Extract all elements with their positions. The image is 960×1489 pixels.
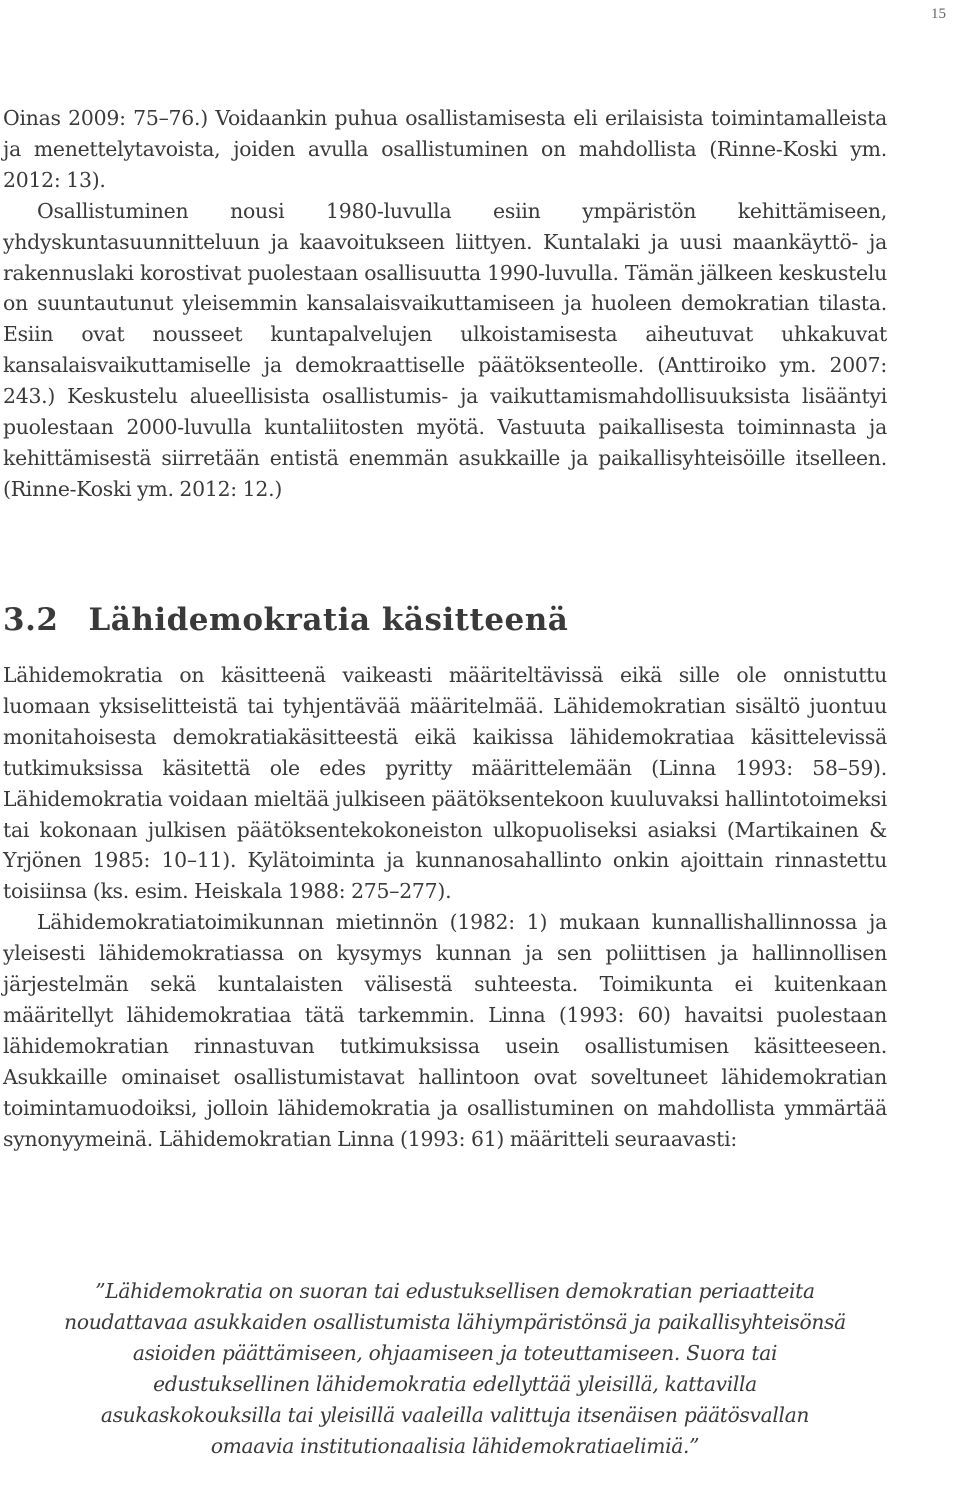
section-number: 3.2 (3, 602, 59, 638)
section-title: Lähidemokratia käsitteenä (88, 602, 569, 638)
paragraph: Lähidemokratia on käsitteenä vaikeasti määriteltävissä eikä sille ole onnistuttu luomaan yksiselitteistä tai tyhjentävää määritelmää. Lähidemokratian sisältö juontuu monitahoisesta demokratiakäsitteestä eikä kaikissa lähidemokratiaa käsittelevissä tutkimuksissa käsitettä ole edes pyritty määrittelemään (Linna 1993: 58–59). Lähidemokratia voidaan mieltää julkiseen päätöksentekoon kuuluvaksi hallintotoimeksi tai kokonaan julkisen päätöksentekokoneiston ulkopuoliseksi asiaksi (Martikainen & Yrjönen 1985: 10–11). Kylätoiminta ja kunnanosahallinto onkin ajoittain rinnastettu toisiinsa (ks. esim. Heiskala 1988: 275–277). (3, 663, 887, 904)
section-2-text (3, 660, 887, 1155)
block-quote: ”Lähidemokratia on suoran tai edustuksellisen demokratian periaatteita noudattavaa asukkaiden osallistumista lähiympäristönsä ja paikallisyhteisönsä asioiden päättämiseen, ohjaamiseen ja toteuttamiseen. Suora tai edustuksellinen lähidemokratia edellyttää yleisillä, kattavilla asukaskokouksilla tai yleisillä vaaleilla valittuja itsenäisen päätösvallan omaavia institutionaalisia lähidemokratiaelimiä.” (64, 1279, 846, 1458)
paragraph: Lähidemokratiatoimikunnan mietinnön (1982: 1) mukaan kunnallishallinnossa ja yleisesti lähidemokratiassa on kysymys kunnan ja sen poliittisen ja hallinnollisen järjestelmän sekä kuntalaisten välisestä suhteesta. Toimikunta ei kuitenkaan määritellyt lähidemokratiaa tätä tarkemmin. Linna (1993: 60) havaitsi puolestaan lähidemokratian rinnastuvan tutkimuksissa usein osallistumisen käsitteeseen. Asukkaille ominaiset osallistumistavat hallintoon ovat soveltuneet lähidemokratian toimintamuodoiksi, jolloin lähidemokratia ja osallistuminen on mahdollista ymmärtää synonyymeinä. Lähidemokratian Linna (1993: 61) määritteli seuraavasti: (3, 910, 887, 1151)
paragraph: Oinas 2009: 75–76.) Voidaankin puhua osallistamisesta eli erilaisista toimintamalleista ja menettelytavoista, joiden avulla osallistuminen on mahdollista (Rinne-Koski ym. 2012: 13). (3, 106, 887, 192)
paragraph: Osallistuminen nousi 1980-luvulla esiin ympäristön kehittämiseen, yhdyskuntasuunnitteluun ja kaavoitukseen liittyen. Kuntalaki ja uusi maankäyttö- ja rakennuslaki korostivat puolestaan osallisuutta 1990-luvulla. Tämän jälkeen keskustelu on suuntautunut yleisemmin kansalaisvaikuttamiseen ja huoleen demokratian tilasta. Esiin ovat nousseet kuntapalvelujen ulkoistamisesta aiheutuvat uhkakuvat kansalaisvaikuttamiselle ja demokraattiselle päätöksenteolle. (Anttiroiko ym. 2007: 243.) Keskustelu alueellisista osallistumis- ja vaikuttamismahdollisuuksista lisääntyi puolestaan 2000-luvulla kuntaliitosten myötä. Vastuuta paikallisesta toiminnasta ja kehittämisestä siirretään entistä enemmän asukkaille ja paikallisyhteisöille itselleen. (Rinne-Koski ym. 2012: 12.) (3, 198, 887, 501)
page-number: 15 (931, 6, 946, 22)
section-1-text (3, 103, 887, 505)
section-heading (3, 600, 568, 640)
